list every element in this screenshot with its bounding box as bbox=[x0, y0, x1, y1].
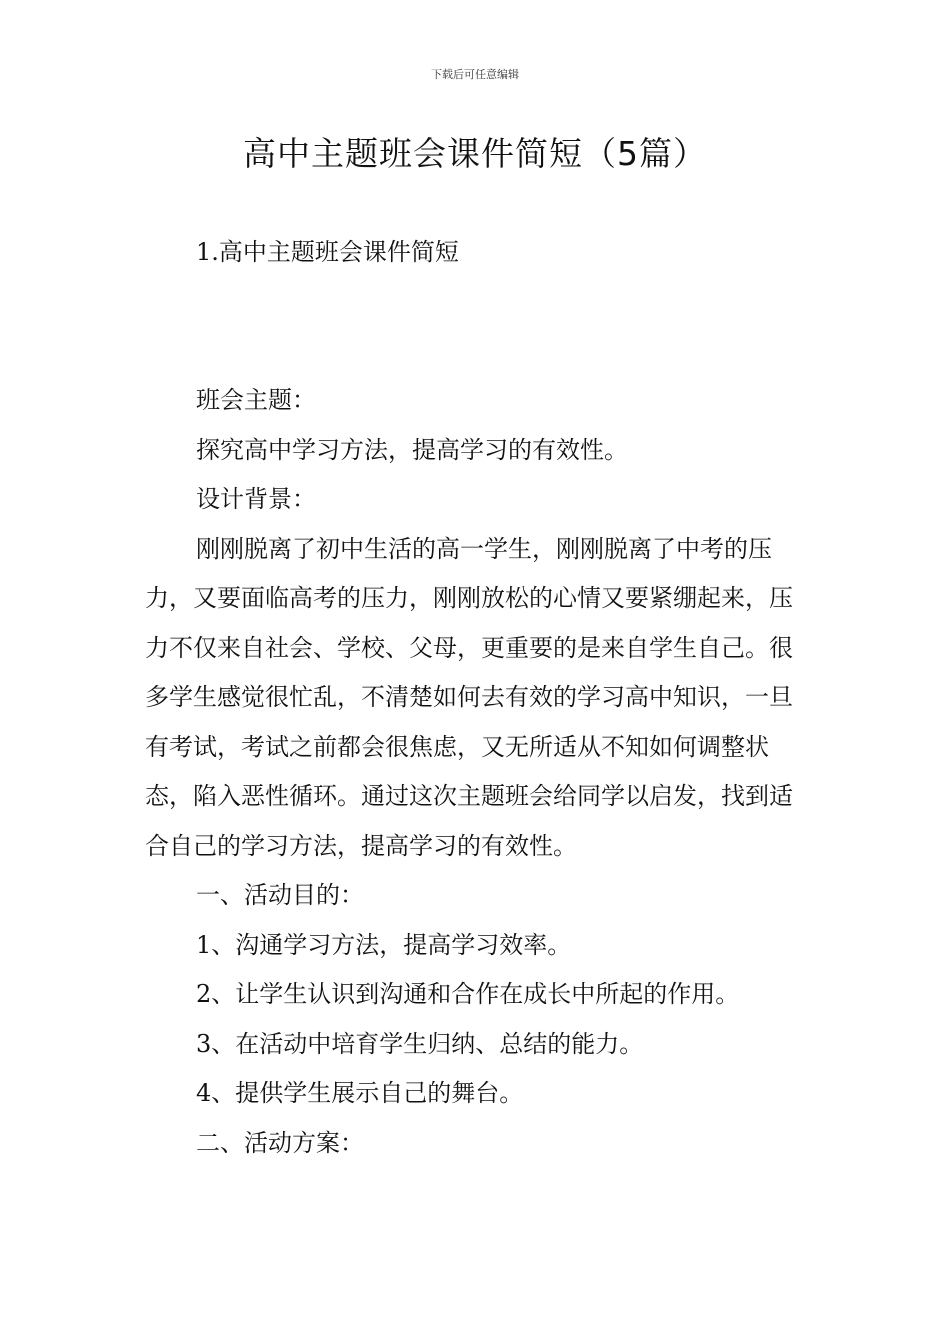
paragraph-background-label: 设计背景： bbox=[196, 485, 316, 513]
list-item: 4、提供学生展示自己的舞台。 bbox=[196, 1079, 524, 1107]
header-note: 下载后可任意编辑 bbox=[431, 68, 519, 81]
paragraph-meeting-theme: 探究高中学习方法，提高学习的有效性。 bbox=[196, 435, 628, 464]
list-item: 2、让学生认识到沟通和合作在成长中所起的作用。 bbox=[196, 980, 740, 1008]
paragraph-purpose-heading: 一、活动目的： bbox=[196, 881, 364, 909]
document-body bbox=[145, 376, 805, 1168]
document-title: 高中主题班会课件简短（5篇） bbox=[243, 134, 707, 173]
paragraph-background: 刚刚脱离了初中生活的高一学生，刚刚脱离了中考的压力，又要面临高考的压力，刚刚放松的心情又要紧绷起来，压力不仅来自社会、学校、父母，更重要的是来自学生自己。很多学生感觉很忙乱，不清楚如何去有效的学习高中知识，一旦有考试，考试之前都会很焦虑，又无所适从不知如何调整状态，陷入恶性循环。通过这次主题班会给同学以启发，找到适合自己的学习方法，提高学习的有效性。 bbox=[145, 534, 793, 860]
paragraph-meeting-theme-label: 班会主题： bbox=[196, 386, 316, 414]
paragraph-plan-heading: 二、活动方案： bbox=[196, 1128, 364, 1157]
list-item: 1、沟通学习方法，提高学习效率。 bbox=[196, 930, 572, 959]
list-item: 3、在活动中培育学生归纳、总结的能力。 bbox=[196, 1029, 644, 1058]
section-heading: 1.高中主题班会课件简短 bbox=[196, 238, 459, 266]
